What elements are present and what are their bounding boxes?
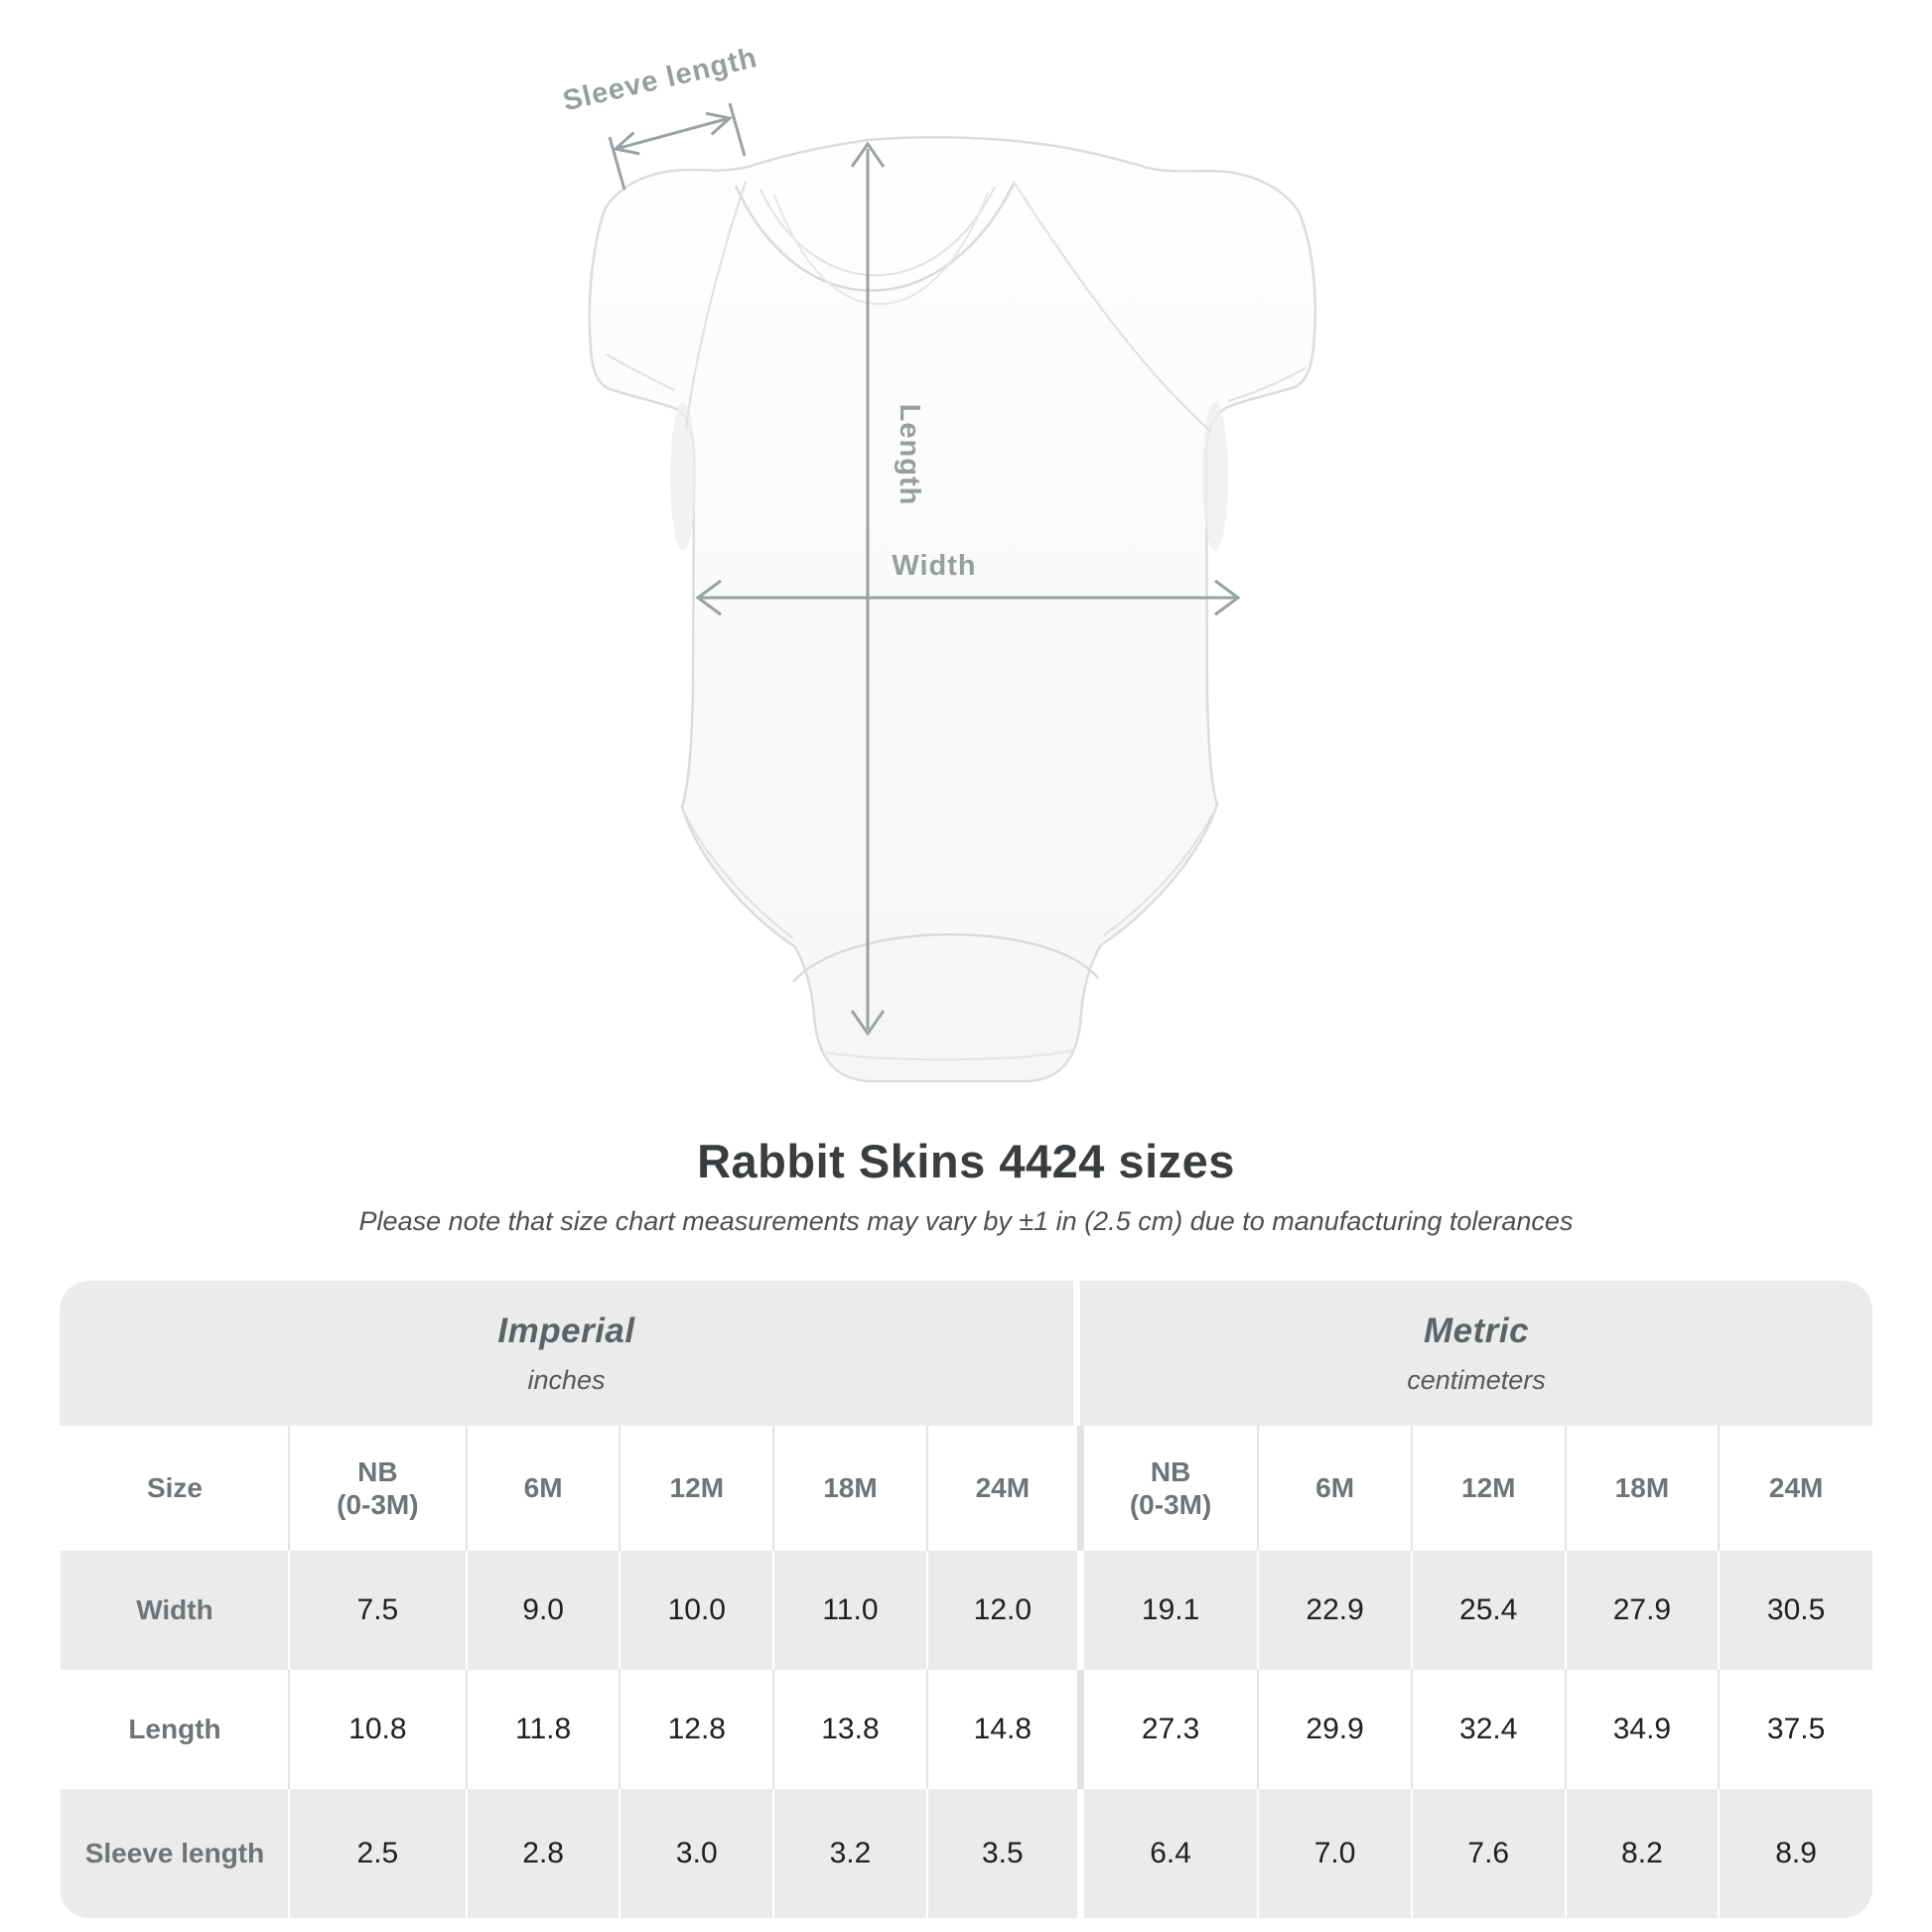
value-cell: 11.0 [773,1551,927,1670]
value-cell: 27.3 [1080,1670,1258,1789]
size-header-cell [620,1426,773,1551]
value-cell: 25.4 [1412,1551,1566,1670]
size-label: 18M [823,1472,878,1504]
value-cell: 19.1 [1080,1551,1258,1670]
size-label: 12M [669,1472,725,1504]
size-label: 24M [1768,1472,1824,1504]
value-cell: 11.8 [467,1670,621,1789]
value-cell: 27.9 [1566,1551,1720,1670]
size-col-header: Size [61,1426,289,1551]
subtitle-note: Please note that size chart measurements may vary by ±1 in (2.5 cm) due to manufacturing tolerances [358,1206,1574,1236]
size-chart-table [60,1281,1872,1918]
row-label: Sleeve length [61,1789,289,1918]
imperial-title: Imperial [497,1311,635,1350]
sleeve-length-row [61,1789,1872,1918]
size-header-cell [927,1426,1081,1551]
size-label: 6M [523,1472,563,1504]
value-cell: 34.9 [1566,1670,1720,1789]
size-label: NB [357,1455,398,1487]
size-header-cell [467,1426,621,1551]
value-cell: 30.5 [1719,1551,1872,1670]
value-cell: 8.2 [1566,1789,1720,1918]
value-cell: 9.0 [467,1551,621,1670]
value-cell: 10.8 [289,1670,467,1789]
size-header-cell [773,1426,927,1551]
value-cell: 12.8 [620,1670,773,1789]
value-cell: 3.5 [927,1789,1081,1918]
row-label: Length [61,1670,289,1789]
length-row [61,1670,1872,1789]
value-cell: 32.4 [1412,1670,1566,1789]
metric-band [1080,1281,1872,1426]
size-label: 24M [975,1472,1031,1504]
value-cell: 2.8 [467,1789,621,1918]
value-cell: 2.5 [289,1789,467,1918]
unit-header-band [60,1281,1872,1426]
value-cell: 3.0 [620,1789,773,1918]
value-cell: 12.0 [927,1551,1081,1670]
metric-title: Metric [1423,1311,1530,1350]
size-header-cell [1080,1426,1258,1551]
size-label: 18M [1614,1472,1670,1504]
size-header-row [61,1426,1872,1551]
size-header-cell [289,1426,467,1551]
value-cell: 7.6 [1412,1789,1566,1918]
value-cell: 7.0 [1258,1789,1412,1918]
value-cell: 14.8 [927,1670,1081,1789]
imperial-unit: inches [527,1364,606,1395]
value-cell: 37.5 [1719,1670,1872,1789]
size-label: NB [1150,1455,1191,1487]
length-label: Length [894,403,925,506]
size-header-cell [1719,1426,1872,1551]
imperial-band [60,1281,1080,1426]
size-header-cell [1258,1426,1412,1551]
value-cell: 6.4 [1080,1789,1258,1918]
size-label: 6M [1315,1472,1355,1504]
infant-bodysuit-image [590,137,1315,1081]
value-cell: 7.5 [289,1551,467,1670]
value-cell: 13.8 [773,1670,927,1789]
size-label-sub: (0-3M) [337,1489,419,1520]
row-label: Width [61,1551,289,1670]
value-cell: 3.2 [773,1789,927,1918]
value-cell: 8.9 [1719,1789,1872,1918]
size-label: 12M [1461,1472,1516,1504]
metric-unit: centimeters [1407,1364,1546,1395]
size-header-cell [1412,1426,1566,1551]
sleeve-length-label: Sleeve length [559,42,760,118]
value-cell: 29.9 [1258,1670,1412,1789]
width-label: Width [892,550,977,582]
value-cell: 10.0 [620,1551,773,1670]
page-title: Rabbit Skins 4424 sizes [697,1135,1235,1187]
title-block [0,1134,1932,1237]
value-cell: 22.9 [1258,1551,1412,1670]
size-header-cell [1566,1426,1720,1551]
width-row [61,1551,1872,1670]
size-label-sub: (0-3M) [1129,1489,1212,1520]
